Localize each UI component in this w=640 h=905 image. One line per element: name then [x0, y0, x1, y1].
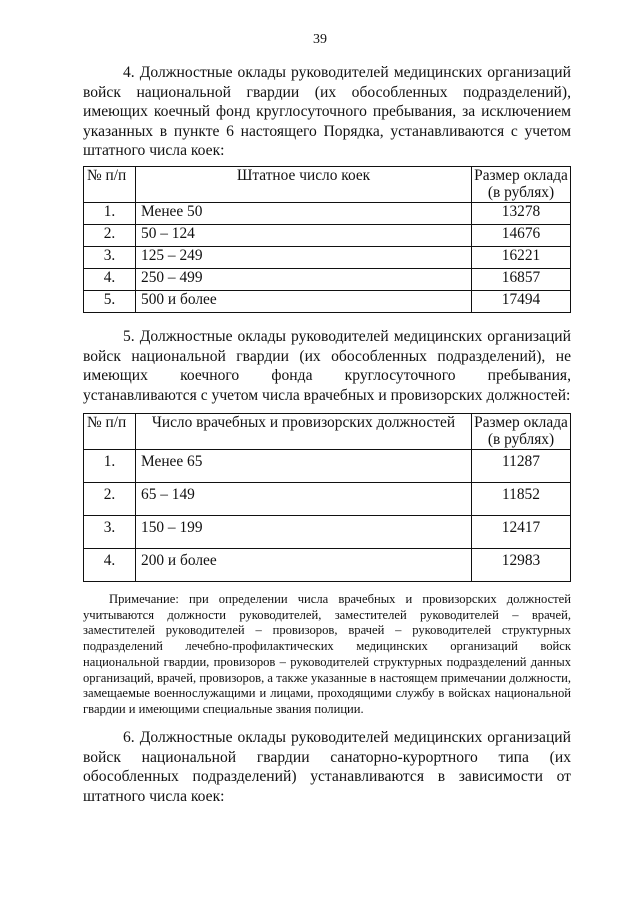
row-range: Менее 65 [136, 450, 472, 483]
row-salary: 16857 [472, 269, 571, 291]
table-header-row [84, 167, 571, 203]
row-range: 65 – 149 [136, 483, 472, 516]
row-range: Менее 50 [136, 203, 472, 225]
header-criterion: Число врачебных и провизорских должностей [136, 414, 472, 450]
header-salary [472, 167, 571, 203]
section-6-text: 6. Должностные оклады руководителей медицинских организаций войск национальной гвардии санаторно-курортного типа (их обособленных подразделений) устанавливаются в зависимости от штатного числа коек: [83, 729, 571, 805]
table-row [84, 291, 571, 313]
row-num: 3. [84, 516, 136, 549]
table-row [84, 483, 571, 516]
table-row [84, 247, 571, 269]
row-num: 4. [84, 269, 136, 291]
header-salary-line2: (в рублях) [487, 184, 555, 201]
row-salary: 11852 [472, 483, 571, 516]
row-salary: 17494 [472, 291, 571, 313]
header-salary-line1: Размер оклада [474, 414, 568, 431]
section-4-text: 4. Должностные оклады руководителей медицинских организаций войск национальной гвардии (их обособленных подразделений), имеющих коечный фонд круглосуточного пребывания, за исключением указанных в пункте 6 настоящего Порядка, устанавливаются с учетом штатного числа коек: [83, 64, 571, 159]
table-row [84, 225, 571, 247]
header-salary [472, 414, 571, 450]
row-range: 150 – 199 [136, 516, 472, 549]
row-salary: 13278 [472, 203, 571, 225]
footnote-note [83, 592, 571, 718]
row-num: 4. [84, 549, 136, 582]
header-salary-line2: (в рублях) [487, 431, 555, 448]
row-range: 250 – 499 [136, 269, 472, 291]
positions-salary-table [83, 413, 571, 582]
row-salary: 12417 [472, 516, 571, 549]
row-salary: 12983 [472, 549, 571, 582]
row-salary: 14676 [472, 225, 571, 247]
table-row [84, 203, 571, 225]
row-num: 1. [84, 450, 136, 483]
table-row [84, 269, 571, 291]
row-num: 1. [84, 203, 136, 225]
table-row [84, 516, 571, 549]
section-4-paragraph [83, 63, 571, 161]
table-row [84, 549, 571, 582]
row-salary: 11287 [472, 450, 571, 483]
row-range: 200 и более [136, 549, 472, 582]
row-range: 500 и более [136, 291, 472, 313]
row-range: 125 – 249 [136, 247, 472, 269]
header-num: № п/п [84, 414, 136, 450]
table-row [84, 450, 571, 483]
footnote-text: Примечание: при определении числа врачебных и провизорских должностей учитываются должности руководителей, заместителей руководителей – врачей, заместителей руководителей – провизоров, врачей – руководителей структурных подразделений лечебно-профилактических медицинских организаций войск национальной гвардии, провизоров – руководителей структурных подразделений данных организаций, врачей, провизоров, а также указанные в настоящем примечании должности, замещаемые военнослужащими и лицами, проходящими службу в войсках национальной гвардии и имеющими специальные звания полиции. [83, 592, 571, 716]
beds-salary-table [83, 166, 571, 313]
section-6-paragraph [83, 728, 571, 806]
row-num: 5. [84, 291, 136, 313]
row-num: 3. [84, 247, 136, 269]
page-number: 39 [313, 32, 327, 47]
row-num: 2. [84, 483, 136, 516]
row-num: 2. [84, 225, 136, 247]
section-5-text: 5. Должностные оклады руководителей медицинских организаций войск национальной гвардии (их обособленных подразделений), не имеющих коечного фонда круглосуточного пребывания, устанавливаются с учетом числа врачебных и провизорских должностей: [83, 328, 571, 404]
header-salary-line1: Размер оклада [474, 167, 568, 184]
header-criterion: Штатное число коек [136, 167, 472, 203]
header-num: № п/п [84, 167, 136, 203]
row-range: 50 – 124 [136, 225, 472, 247]
section-5-paragraph [83, 327, 571, 405]
table-header-row [84, 414, 571, 450]
row-salary: 16221 [472, 247, 571, 269]
